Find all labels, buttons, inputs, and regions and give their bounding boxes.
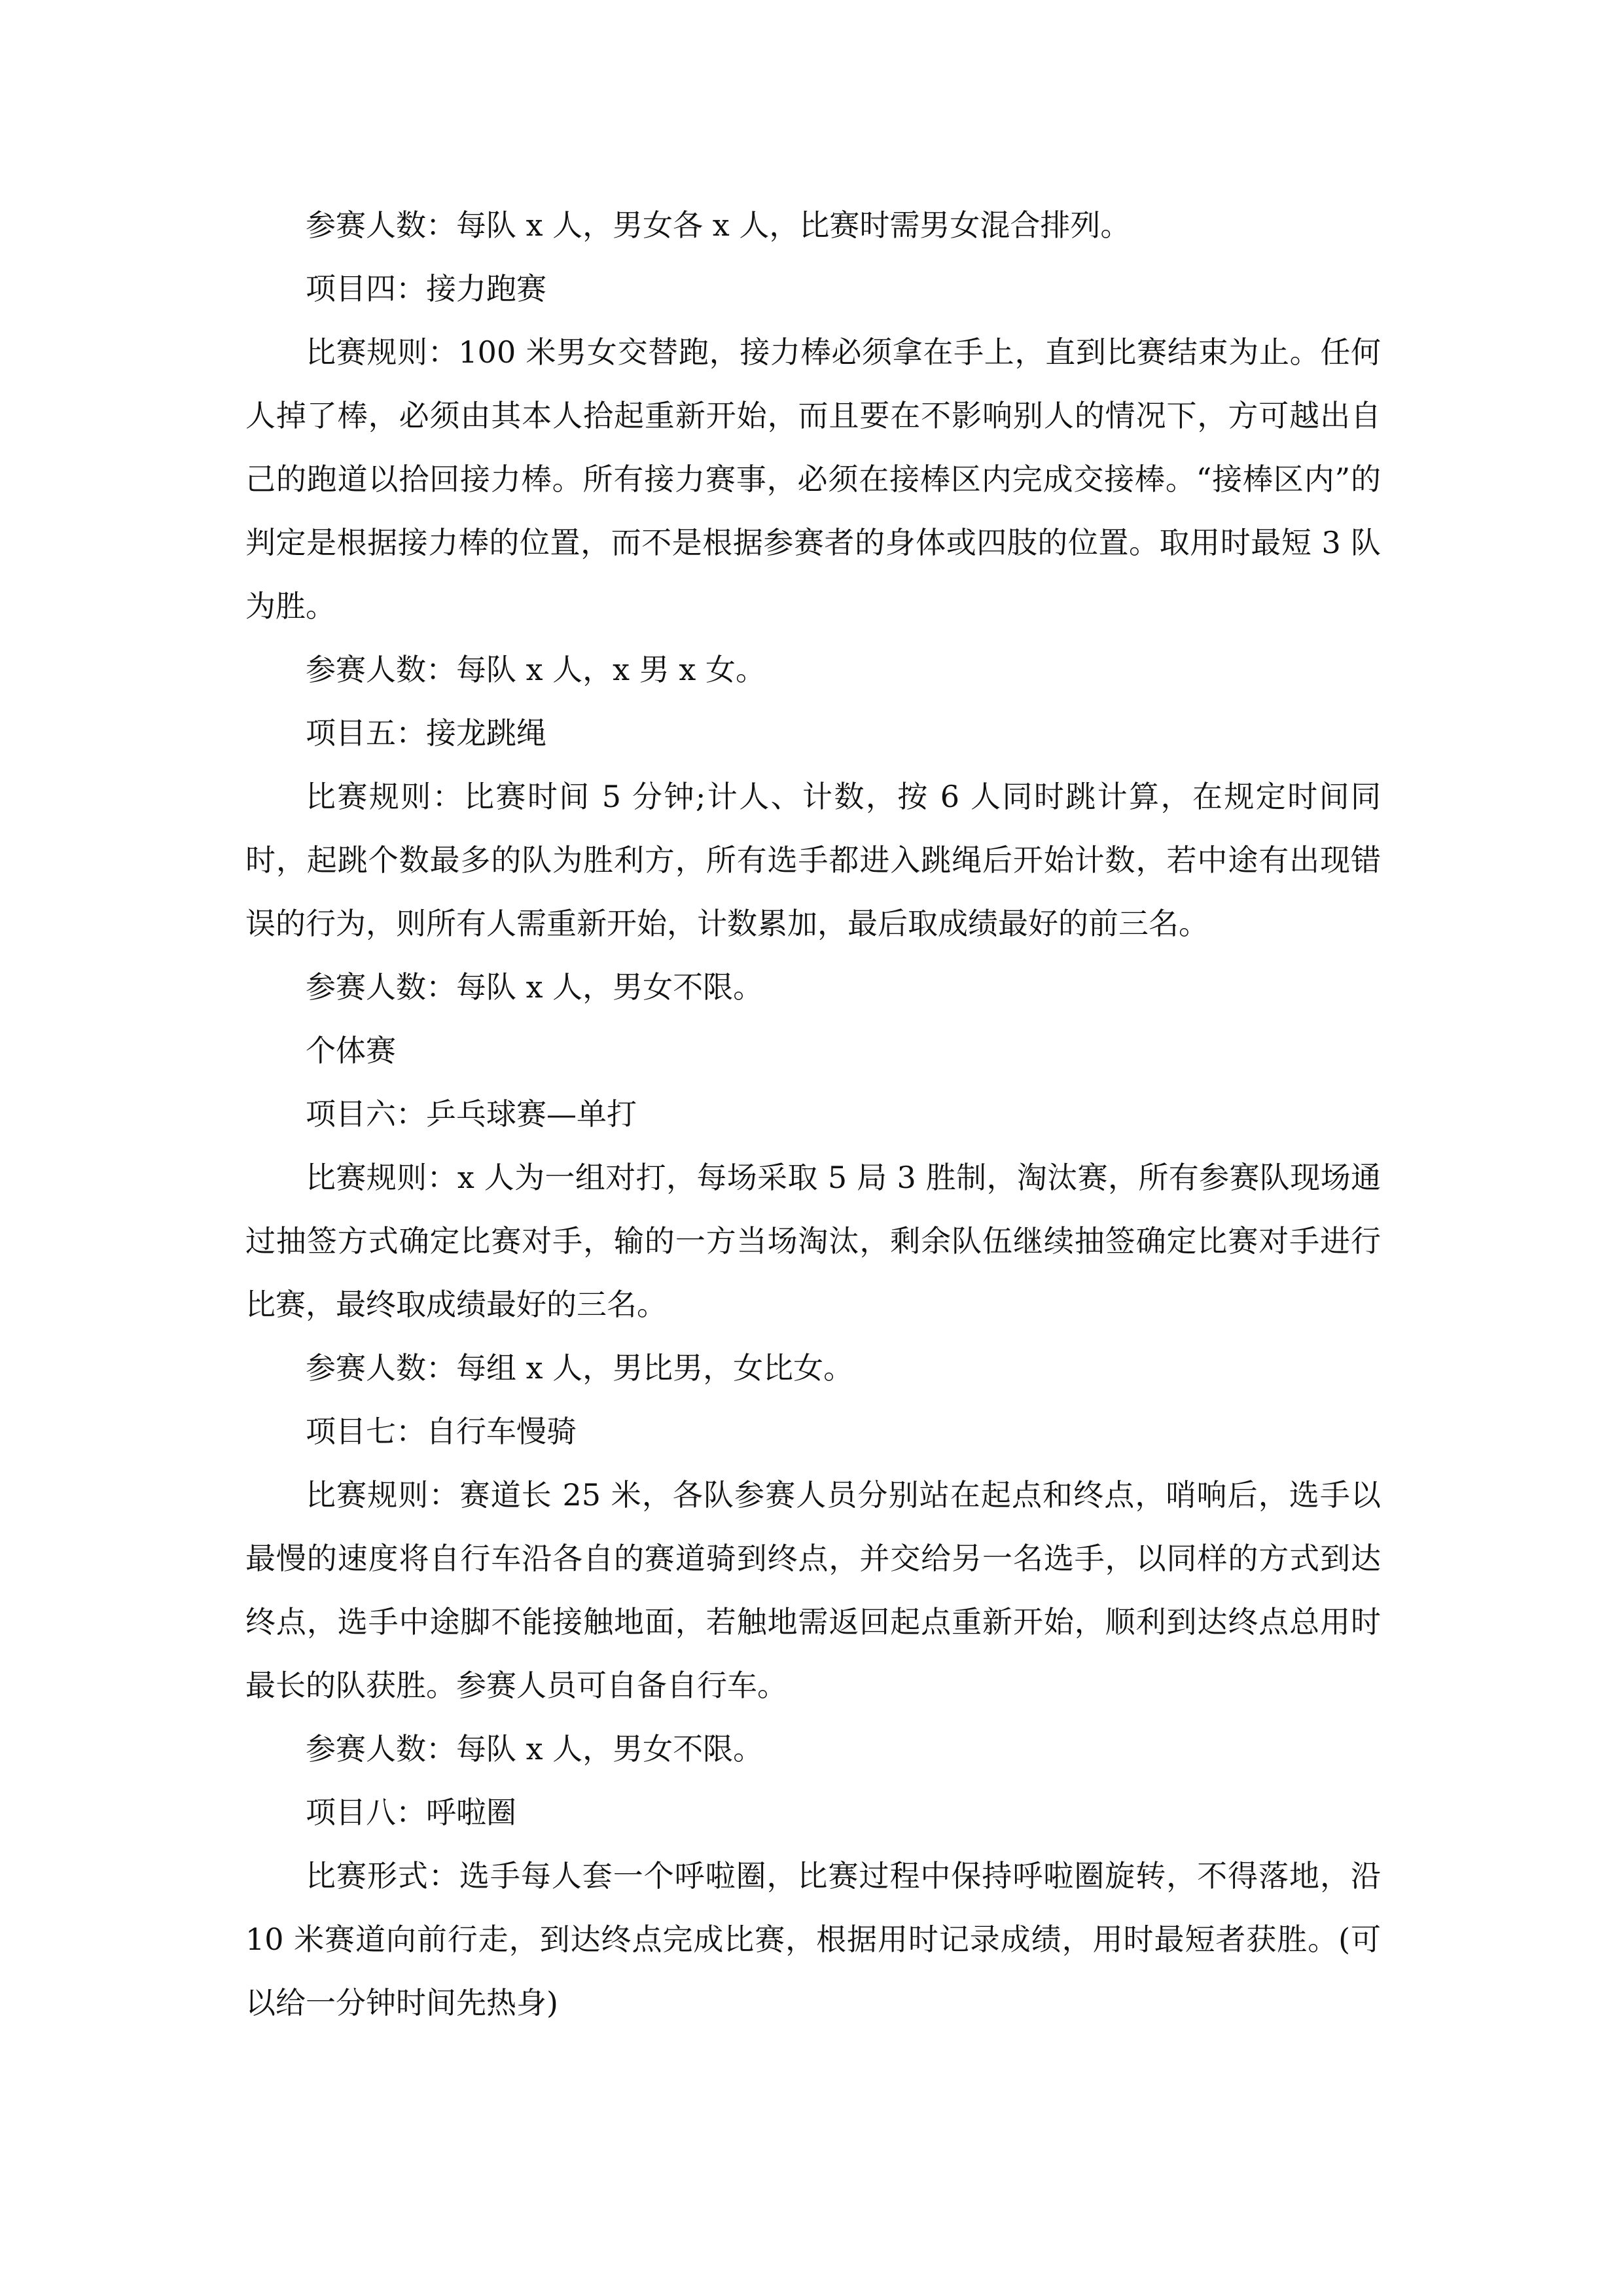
paragraph-relay-participants: 参赛人数：每队 x 人，x 男 x 女。 — [306, 652, 766, 687]
paragraph-relay-rules: 比赛规则：100 米男女交替跑，接力棒必须拿在手上，直到比赛结束为止。任何人掉了棒，必须由其本人拾起重新开始，而且要在不影响别人的情况下，方可越出自己的跑道以拾回接力棒。所有接力赛事，必须在接棒区内完成交接棒。“接棒区内”的判定是根据接力棒的位置，而不是根据参赛者的身体或四肢的位置。取用时最短 3 队为胜。 — [245, 334, 1381, 624]
document-body — [245, 194, 1391, 2035]
paragraph-table-tennis-rules: 比赛规则：x 人为一组对打，每场采取 5 局 3 胜制，淘汰赛，所有参赛队现场通过抽签方式确定比赛对手，输的一方当场淘汰，剩余队伍继续抽签确定比赛对手进行比赛，最终取成绩最好的三名。 — [245, 1160, 1381, 1322]
heading-item-four: 项目四：接力跑赛 — [306, 271, 546, 306]
paragraph-participants-relay-intro: 参赛人数：每队 x 人，男女各 x 人，比赛时需男女混合排列。 — [306, 207, 1131, 243]
paragraph-slow-bike-participants: 参赛人数：每队 x 人，男女不限。 — [306, 1731, 764, 1767]
heading-item-five: 项目五：接龙跳绳 — [306, 715, 546, 751]
heading-item-seven: 项目七：自行车慢骑 — [306, 1414, 577, 1449]
paragraph-slow-bike-rules: 比赛规则：赛道长 25 米，各队参赛人员分别站在起点和终点，哨响后，选手以最慢的速度将自行车沿各自的赛道骑到终点，并交给另一名选手，以同样的方式到达终点，选手中途脚不能接触地面，若触地需返回起点重新开始，顺利到达终点总用时最长的队获胜。参赛人员可自备自行车。 — [245, 1477, 1381, 1703]
paragraph-hula-hoop-rules: 比赛形式：选手每人套一个呼啦圈，比赛过程中保持呼啦圈旋转，不得落地，沿 10 米赛道向前行走，到达终点完成比赛，根据用时记录成绩，用时最短者获胜。(可以给一分钟时间先热身) — [245, 1858, 1391, 2020]
paragraph-table-tennis-participants: 参赛人数：每组 x 人，男比男，女比女。 — [306, 1350, 854, 1386]
paragraph-jump-rope-participants: 参赛人数：每队 x 人，男女不限。 — [306, 969, 764, 1005]
heading-item-eight: 项目八：呼啦圈 — [306, 1795, 516, 1830]
paragraph-jump-rope-rules: 比赛规则：比赛时间 5 分钟;计人、计数，按 6 人同时跳计算，在规定时间同时，起跳个数最多的队为胜利方，所有选手都进入跳绳后开始计数，若中途有出现错误的行为，则所有人需重新开始，计数累加，最后取成绩最好的前三名。 — [245, 779, 1381, 941]
heading-individual-events: 个体赛 — [306, 1033, 396, 1068]
heading-item-six: 项目六：乒乓球赛—单打 — [306, 1096, 637, 1132]
